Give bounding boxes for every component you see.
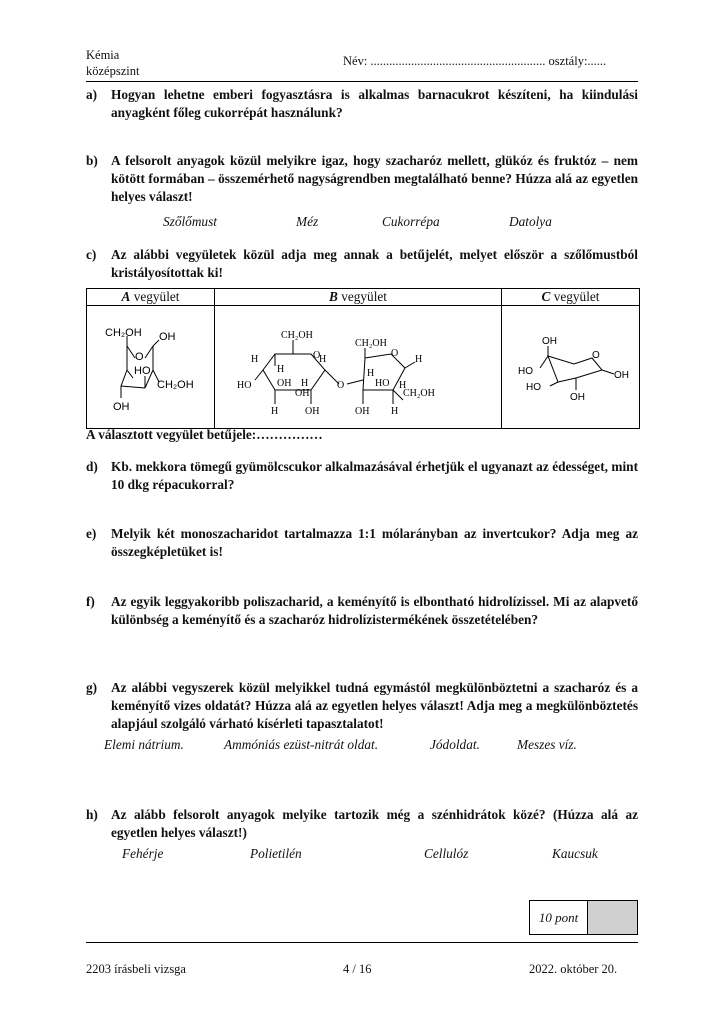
- label-ch2oh: CH₂OH: [355, 338, 387, 349]
- label-o: O: [135, 351, 144, 363]
- option[interactable]: Polietilén: [250, 846, 302, 861]
- option[interactable]: Datolya: [509, 214, 552, 229]
- footer-rule: [86, 942, 638, 943]
- question-label: a): [86, 87, 98, 102]
- label-o: O: [391, 348, 399, 359]
- option[interactable]: Ammóniás ezüst-nitrát oldat.: [224, 737, 379, 752]
- question-h: [86, 806, 638, 842]
- question-text: Az egyik leggyakoribb poliszacharid, a keményítő is elbontható hidrolízissel. Mi az alapvető különbség a keményítő és a szacharóz hidrolízistermékének összetételében?: [111, 594, 638, 627]
- question-label: g): [86, 680, 98, 695]
- score-field[interactable]: [588, 901, 637, 934]
- label-oh: OH: [305, 406, 320, 417]
- label-h: H: [415, 354, 423, 365]
- question-text: Melyik két monoszacharidot tartalmazza 1:1 mólarányban az invertcukor? Adja meg az összegképletüket is!: [111, 526, 638, 559]
- footer-exam-code: 2203 írásbeli vizsga: [86, 962, 186, 976]
- question-b: [86, 152, 638, 206]
- question-text: Hogyan lehetne emberi fogyasztásra is alkalmas barnacukrot készíteni, ha kiindulási anyagként főleg cukorrépát használunk?: [111, 87, 638, 120]
- label-h: H: [251, 354, 259, 365]
- header-rule: [86, 81, 638, 82]
- label-ch2oh: CH₂OH: [105, 327, 142, 339]
- label-ho: HO: [518, 366, 533, 377]
- label-oh: OH: [542, 336, 557, 347]
- question-text: Az alábbi vegyszerek közül melyikkel tudná egymástól megkülönböztetni a szacharóz és a keményítő vizes oldatát? Húzza alá az egyetlen helyes választ! Adja meg a megkülönböztetés alapjául szolgáló várható kísérleti tapasztalatot!: [111, 680, 638, 731]
- option[interactable]: Meszes víz.: [517, 737, 577, 752]
- question-text: Kb. mekkora tömegű gyümölcscukor alkalmazásával érhetjük el ugyanazt az édességet, mint 10 dkg répacukorral?: [111, 459, 638, 492]
- question-e: [86, 525, 638, 561]
- name-class-line: Név: ........................................................ osztály:......: [343, 54, 607, 68]
- label-oh: OH: [113, 401, 130, 413]
- option[interactable]: Kaucsuk: [552, 846, 598, 861]
- label-o: O: [337, 380, 345, 391]
- score-label: 10 pont: [530, 901, 588, 934]
- label-h: H: [391, 406, 399, 417]
- compound-table: [86, 288, 640, 429]
- label-h: H: [319, 354, 327, 365]
- score-box: [529, 900, 638, 935]
- question-label: h): [86, 807, 98, 822]
- option[interactable]: Cellulóz: [424, 846, 469, 861]
- label-o: O: [592, 350, 600, 361]
- structure-c-glucose: [502, 306, 639, 424]
- header-b: B vegyület: [215, 289, 502, 306]
- label-h: H: [271, 406, 279, 417]
- structure-b-sucrose: [215, 306, 501, 424]
- label-ho: HO: [237, 380, 252, 391]
- label-o: O: [313, 350, 321, 361]
- label-h: H: [399, 380, 407, 391]
- option[interactable]: Elemi nátrium.: [104, 737, 184, 752]
- question-label: e): [86, 526, 97, 541]
- option[interactable]: Cukorrépa: [382, 214, 440, 229]
- label-ch2oh: CH₂OH: [281, 330, 313, 341]
- label-oh: OH: [355, 406, 370, 417]
- page-header-left: [86, 47, 139, 79]
- label-oh: OH: [159, 331, 176, 343]
- label-ch2oh: CH₂OH: [403, 388, 435, 399]
- question-c: [86, 246, 638, 282]
- question-text: Az alábbi vegyületek közül adja meg annak a betűjelét, melyet először a szőlőmustból kristályosítottak ki!: [111, 247, 638, 280]
- question-label: d): [86, 459, 98, 474]
- question-g: [86, 679, 638, 733]
- level-label: középszint: [86, 64, 140, 78]
- header-a: A vegyület: [87, 289, 215, 306]
- option[interactable]: Szőlőmust: [163, 214, 217, 229]
- label-ho: HO: [134, 365, 151, 377]
- question-label: f): [86, 594, 95, 609]
- structure-b-cell: [215, 306, 502, 429]
- label-oh: OH: [295, 388, 310, 399]
- label-h: H: [367, 368, 375, 379]
- question-text: A felsorolt anyagok közül melyikre igaz, hogy szacharóz mellett, glükóz és fruktóz – nem kötött formában – összemérhető nagyságrendben megtalálható benne? Húzza alá az egyetlen helyes választ!: [111, 153, 638, 204]
- label-oh: OH: [277, 378, 292, 389]
- question-label: b): [86, 153, 98, 168]
- footer-page-number: 4 / 16: [343, 962, 372, 976]
- question-f: [86, 593, 638, 629]
- structure-c-cell: [502, 306, 640, 429]
- question-d: [86, 458, 638, 494]
- label-ho: HO: [375, 378, 390, 389]
- label-ho: HO: [526, 382, 541, 393]
- label-ch2oh: CH₂OH: [157, 379, 194, 391]
- label-oh: OH: [614, 370, 629, 381]
- footer-date: 2022. október 20.: [529, 962, 618, 976]
- label-h: H: [301, 378, 309, 389]
- question-label: c): [86, 247, 97, 262]
- question-a: [86, 86, 638, 122]
- option[interactable]: Méz: [296, 214, 319, 229]
- structure-a-cell: [87, 306, 215, 429]
- option[interactable]: Jódoldat.: [430, 737, 480, 752]
- subject-label: Kémia: [86, 48, 120, 62]
- question-text: Az alább felsorolt anyagok melyike tartozik még a szénhidrátok közé? (Húzza alá az egyetlen helyes választ!): [111, 807, 638, 840]
- answer-line-c[interactable]: A választott vegyület betűjele:……………: [86, 427, 323, 442]
- option[interactable]: Fehérje: [122, 846, 164, 861]
- structure-a-fructose: [87, 306, 214, 424]
- header-c: C vegyület: [502, 289, 640, 306]
- label-h: H: [277, 364, 285, 375]
- label-oh: OH: [570, 392, 585, 403]
